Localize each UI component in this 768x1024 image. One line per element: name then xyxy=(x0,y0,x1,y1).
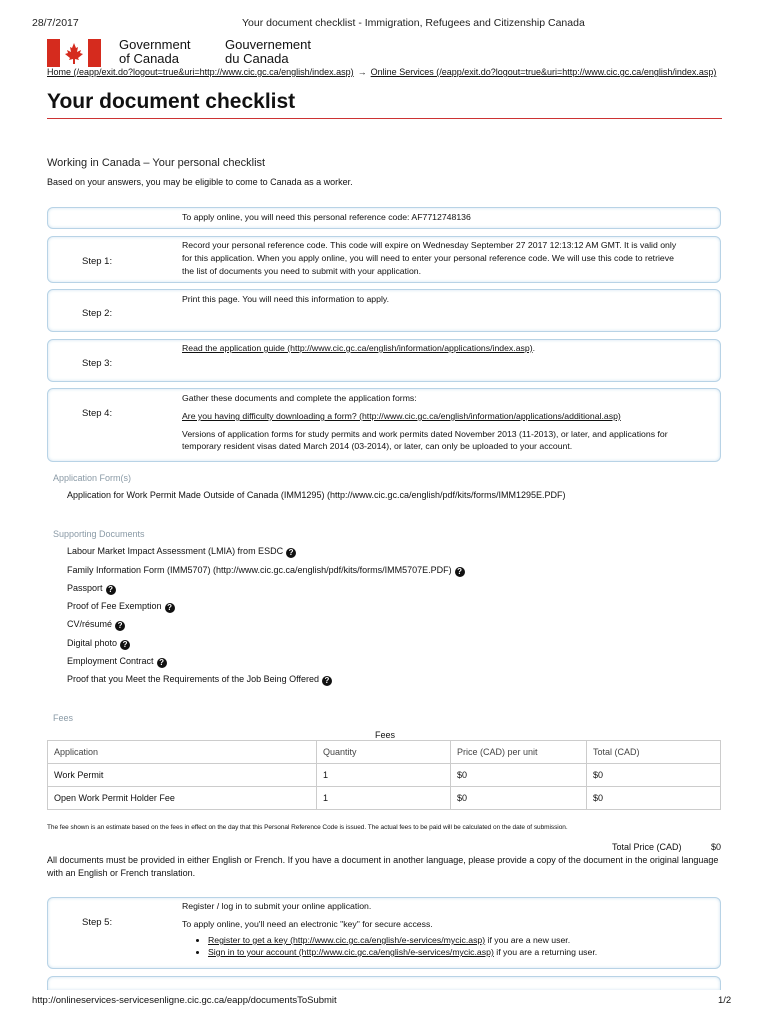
canada-flag-icon xyxy=(47,39,101,67)
total-price-value: $0 xyxy=(711,842,722,852)
gov-fr-line2: du Canada xyxy=(225,51,289,66)
language-requirement-note: All documents must be provided in either English or French. If you have a document in another language, please provide a copy of the document in the original language with an English or French translation. xyxy=(47,855,719,878)
step-5-text: Register / log in to submit your online application. xyxy=(182,901,372,911)
doc-lmia: Labour Market Impact Assessment (LMIA) from ESDC xyxy=(67,546,284,556)
help-icon[interactable]: ? xyxy=(165,603,175,613)
key-access-text: To apply online, you'll need an electronic "key" for secure access. xyxy=(182,919,433,929)
list-item xyxy=(67,638,130,650)
step-2-label: Step 2: xyxy=(82,308,113,319)
step-5-body xyxy=(182,900,682,958)
gov-en-line1: Government xyxy=(119,37,191,52)
register-key-link[interactable]: Register to get a key (http://www.cic.gc.ca/english/e-services/mycic.asp) xyxy=(208,935,486,945)
doc-fee-exemption: Proof of Fee Exemption xyxy=(67,601,162,611)
doc-cv: CV/résumé xyxy=(67,619,113,629)
doc-job-requirements: Proof that you Meet the Requirements of the Job Being Offered xyxy=(67,674,319,684)
table-row xyxy=(48,764,721,787)
step-4-body xyxy=(182,392,682,457)
application-forms-heading: Application Form(s) xyxy=(53,473,132,483)
step-1-text: Record your personal reference code. This code will expire on Wednesday September 27 2017 12:13:12 AM GMT. It is valid only for this application. When you apply online, you will need to enter your personal reference code. We will use this code to retrieve the list of documents you need to submit with your application. xyxy=(182,240,677,276)
next-step-box xyxy=(47,976,721,990)
page-title: Your document checklist xyxy=(47,90,296,113)
supporting-docs-heading: Supporting Documents xyxy=(53,529,145,539)
fees-table xyxy=(47,740,721,810)
doc-employment-contract: Employment Contract xyxy=(67,656,154,666)
gov-name-en xyxy=(119,38,191,66)
list-item xyxy=(67,565,465,577)
list-item xyxy=(67,583,116,595)
gov-fr-line1: Gouvernement xyxy=(225,37,311,52)
gov-name-fr xyxy=(225,38,311,66)
help-icon[interactable]: ? xyxy=(106,585,116,595)
step-4-label: Step 4: xyxy=(82,408,113,419)
step-3-text xyxy=(182,342,682,355)
doc-passport: Passport xyxy=(67,583,103,593)
list-item xyxy=(67,656,167,668)
reference-code-box xyxy=(47,207,721,229)
fee-total: $0 xyxy=(587,764,721,787)
print-footer-url: http://onlineservices-servicesenligne.cic.gc.ca/eapp/documentsToSubmit xyxy=(32,995,337,1006)
list-item xyxy=(67,546,296,558)
doc-digital-photo: Digital photo xyxy=(67,638,118,648)
fee-price: $0 xyxy=(451,764,587,787)
total-price-label: Total Price (CAD) xyxy=(612,842,682,852)
doc-family-info-form[interactable]: Family Information Form (IMM5707) (http://www.cic.gc.ca/english/pdf/kits/forms/IMM5707E.PDF) xyxy=(67,565,452,575)
help-icon[interactable]: ? xyxy=(322,676,332,686)
help-icon[interactable]: ? xyxy=(120,640,130,650)
col-application: Application xyxy=(48,741,317,764)
download-help-link[interactable]: Are you having difficulty downloading a form? (http://www.cic.gc.ca/english/information/applications/additional.asp) xyxy=(182,411,621,421)
fees-header-row xyxy=(48,741,721,764)
table-row xyxy=(48,787,721,810)
step-3-label: Step 3: xyxy=(82,358,113,369)
breadcrumb xyxy=(47,67,716,77)
print-page-number: 1/2 xyxy=(718,995,732,1006)
step-4-text: Gather these documents and complete the application forms: xyxy=(182,393,417,403)
step-2-box xyxy=(47,289,721,332)
fees-heading: Fees xyxy=(53,713,74,723)
step-4-box xyxy=(47,388,721,462)
step-5-box xyxy=(47,897,721,969)
fee-disclaimer: The fee shown is an estimate based on the fees in effect on the day that this Personal Reference Code is issued. The actual fees to be paid will be calculated on the date of submission. xyxy=(47,824,568,831)
form-imm1295-item[interactable]: Application for Work Permit Made Outside of Canada (IMM1295) (http://www.cic.gc.ca/english/pdf/kits/forms/IMM1295E.PDF) xyxy=(67,490,566,500)
fee-application: Open Work Permit Holder Fee xyxy=(48,787,317,810)
step-3-suffix: . xyxy=(532,343,536,353)
sign-in-link[interactable]: Sign in to your account (http://www.cic.gc.ca/english/e-services/mycic.asp) xyxy=(208,947,494,957)
breadcrumb-arrow-icon: → xyxy=(357,67,367,77)
fee-total: $0 xyxy=(587,787,721,810)
gov-en-line2: of Canada xyxy=(119,51,179,66)
list-item xyxy=(67,674,332,686)
title-divider xyxy=(47,118,722,119)
help-icon[interactable]: ? xyxy=(286,548,296,558)
help-icon[interactable]: ? xyxy=(455,567,465,577)
col-total: Total (CAD) xyxy=(587,741,721,764)
list-item xyxy=(208,934,682,946)
help-icon[interactable]: ? xyxy=(157,658,167,668)
breadcrumb-home-link[interactable]: Home (/eapp/exit.do?logout=true&uri=http://www.cic.gc.ca/english/index.asp) xyxy=(47,67,354,77)
col-quantity: Quantity xyxy=(317,741,451,764)
fee-application: Work Permit xyxy=(48,764,317,787)
fee-quantity: 1 xyxy=(317,764,451,787)
help-icon[interactable]: ? xyxy=(115,621,125,631)
list-item xyxy=(67,619,125,631)
print-date: 28/7/2017 xyxy=(32,17,79,29)
step-4-note: Versions of application forms for study permits and work permits dated November 2013 (11-2013), or later, and applications for temporary resident visas dated March 2014 (03-2014), or later, can only be uploaded to your account. xyxy=(182,429,668,451)
step-2-text: Print this page. You will need this information to apply. xyxy=(182,294,390,304)
eligibility-intro: Based on your answers, you may be eligible to come to Canada as a worker. xyxy=(47,177,353,187)
fees-table-caption: Fees xyxy=(375,730,396,740)
step-1-label: Step 1: xyxy=(82,256,113,267)
col-price: Price (CAD) per unit xyxy=(451,741,587,764)
step-5-label: Step 5: xyxy=(82,917,113,928)
breadcrumb-online-services-link[interactable]: Online Services (/eapp/exit.do?logout=true&uri=http://www.cic.gc.ca/english/index.asp) xyxy=(370,67,717,77)
list-item xyxy=(208,946,682,958)
reference-code-text: To apply online, you will need this personal reference code: AF7712748136 xyxy=(182,212,471,222)
key-options-list xyxy=(182,934,682,958)
step-1-box xyxy=(47,236,721,283)
list-item xyxy=(67,601,175,613)
sign-in-suffix: if you are a returning user. xyxy=(493,947,598,957)
fee-quantity: 1 xyxy=(317,787,451,810)
application-guide-link[interactable]: Read the application guide (http://www.cic.gc.ca/english/information/applications/index.asp) xyxy=(182,343,533,353)
register-suffix: if you are a new user. xyxy=(485,935,571,945)
step-3-box xyxy=(47,339,721,382)
checklist-subtitle: Working in Canada – Your personal checklist xyxy=(47,157,266,169)
print-title: Your document checklist - Immigration, Refugees and Citizenship Canada xyxy=(242,17,585,29)
fee-price: $0 xyxy=(451,787,587,810)
